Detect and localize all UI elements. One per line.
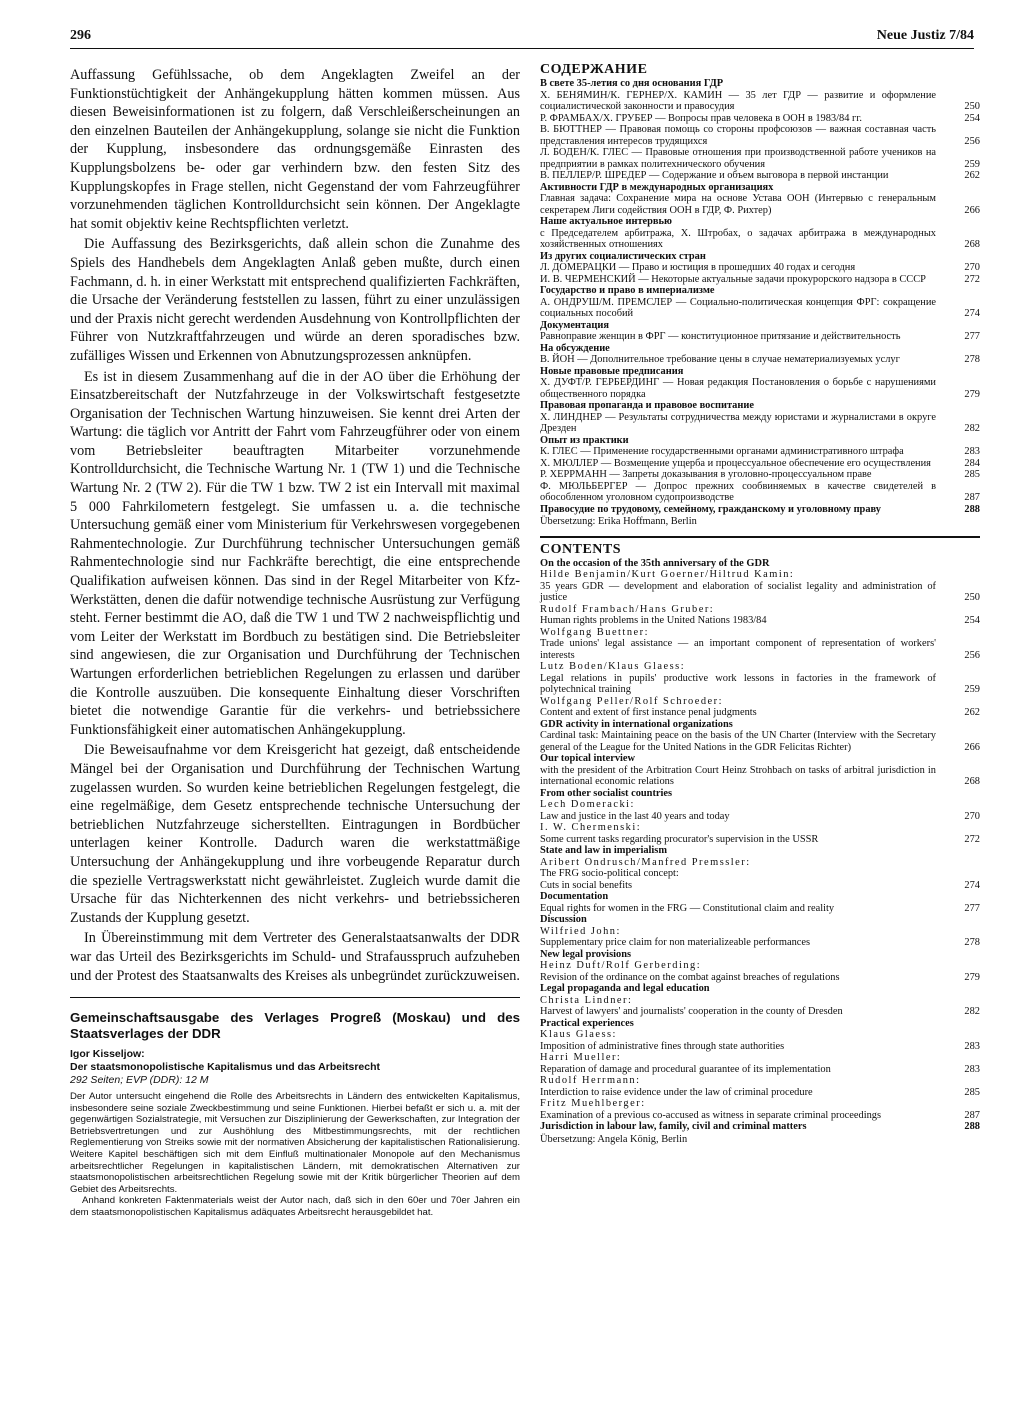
contents-entry [540, 868, 980, 880]
contents-entry [540, 615, 980, 627]
contents-entry [540, 274, 980, 286]
contents-section: В свете 35-летия со дня основания ГДР [540, 78, 724, 89]
contents-section: На обсуждение [540, 342, 610, 354]
entry-page-number: 285 [964, 469, 980, 480]
entry-title: Равноправие женщин в ФРГ — конституционное притязание и действительность [540, 331, 901, 342]
entry-page-number: 283 [964, 446, 980, 457]
contents-section: Documentation [540, 891, 609, 902]
contents-entry [540, 880, 980, 892]
entry-page-number: 262 [964, 707, 980, 718]
entry-title: Л. БОДЕН/К. ГЛЕС — Правовые отношения при производственной работе учеников на предприятии в рамках политехнического обучения [540, 147, 936, 170]
book-author: Igor Kisseljow: [70, 1048, 145, 1061]
entry-title: Х. ДУФТ/Р. ГЕРБЕРДИНГ — Новая редакция Постановления о борьбе с нарушениями общественного порядка [540, 377, 936, 400]
contents-author: Wilfried John: [540, 925, 621, 937]
entry-title: Harvest of lawyers' and journalists' cooperation in the county of Dresden [540, 1006, 843, 1017]
contents-author: Rudolf Herrmann: [540, 1075, 641, 1086]
contents-author: Klaus Glaess: [540, 1029, 617, 1040]
contents-section: From other socialist countries [540, 787, 673, 799]
contents-entry [540, 124, 980, 147]
contents-entry [540, 297, 980, 320]
entry-page-number: 283 [964, 1063, 980, 1075]
contents-en-list [540, 558, 980, 1133]
contents-section: On the occasion of the 35th anniversary of the GDR [540, 557, 770, 569]
entry-title: Legal relations in pupils' productive work lessons in factories in the framework of polytechnical training [540, 672, 936, 695]
contents-entry [540, 707, 980, 719]
entry-page-number: 254 [964, 615, 980, 626]
contents-author: Wolfgang Buettner: [540, 626, 649, 638]
entry-page-number: 279 [964, 971, 980, 983]
entry-page-number: 274 [964, 879, 980, 891]
entry-title: Р. ФРАМБАХ/Х. ГРУБЕР — Вопросы прав человека в ООН в 1983/84 гг. [540, 112, 862, 124]
contents-entry [540, 1006, 980, 1018]
contents-entry [540, 1121, 980, 1133]
contents-section: Документация [540, 319, 609, 331]
contents-entry [540, 331, 980, 343]
entry-page-number: 256 [964, 649, 980, 661]
entry-page-number: 266 [964, 204, 980, 216]
contents-section: Legal propaganda and legal education [540, 983, 710, 994]
contents-section: Из других социалистических стран [540, 250, 706, 262]
entry-title: Supplementary price claim for non materializeable performances [540, 937, 811, 948]
contents-author: Christa Lindner: [540, 994, 633, 1006]
entry-title: Х. БЕНЯМИН/К. ГЕРНЕР/Х. КАМИН — 35 лет ГДР — развитие и оформление социалистической законности и правосудия [540, 89, 936, 112]
book-description: Anhand konkreten Faktenmaterials weist der Autor nach, daß sich in den 60er und 70er Jahren ein dem staatsmonopolistischen Kapitalismus adäquates Arbeitsrecht herausgebildet hat. [70, 1195, 520, 1219]
entry-page-number: 288 [964, 1121, 980, 1132]
contents-section: Опыт из практики [540, 434, 629, 446]
contents-entry [540, 377, 980, 400]
contents-en-translation: Übersetzung: Angela König, Berlin [540, 1133, 688, 1145]
contents-section: Practical experiences [540, 1017, 634, 1029]
entry-page-number: 266 [964, 741, 980, 753]
entry-title: с Председателем арбитража, Х. Штробах, о задачах арбитража в международных хозяйственных отношениях [540, 227, 936, 250]
contents-section: GDR activity in international organizations [540, 718, 733, 730]
entry-title: А. ОНДРУШ/М. ПРЕМСЛЕР — Социально-политическая концепция ФРГ: сокращение социальных пособий [540, 296, 936, 319]
entry-page-number: 288 [964, 503, 980, 515]
entry-page-number: 272 [964, 833, 980, 845]
contents-entry [540, 581, 980, 604]
entry-title: Jurisdiction in labour law, family, civil and criminal matters [540, 1121, 807, 1132]
contents-entry [540, 765, 980, 788]
entry-page-number: 285 [964, 1086, 980, 1098]
contents-entry [540, 469, 980, 481]
entry-title: Imposition of administrative fines through state authorities [540, 1040, 785, 1052]
contents-section: Новые правовые предписания [540, 365, 684, 377]
contents-entry [540, 228, 980, 251]
entry-title: В. БЮТТНЕР — Правовая помощь со стороны профсоюзов — важная составная часть представления интересов трудящихся [540, 124, 936, 147]
contents-author: Wolfgang Peller/Rolf Schroeder: [540, 695, 724, 707]
contents-entry [540, 1064, 980, 1076]
entry-title: Equal rights for women in the FRG — Constitutional claim and reality [540, 902, 835, 914]
entry-page-number: 278 [964, 937, 980, 948]
contents-entry [540, 446, 980, 458]
contents-section: Государство и право в империализме [540, 285, 715, 296]
entry-page-number: 250 [964, 592, 980, 603]
entry-title: The FRG socio-political concept: [540, 868, 679, 879]
left-column [70, 66, 520, 1219]
entry-page-number: 259 [964, 158, 980, 170]
contents-entry [540, 458, 980, 470]
book-meta: 292 Seiten; EVP (DDR): 12 M [70, 1074, 209, 1087]
contents-entry [540, 262, 980, 274]
entry-page-number: 259 [964, 684, 980, 695]
contents-entry [540, 1087, 980, 1099]
contents-author: Lech Domeracki: [540, 799, 635, 810]
entry-title: Revision of the ordinance on the combat against breaches of regulations [540, 971, 840, 983]
entry-title: 35 years GDR — development and elaboration of socialist legality and administration of justice [540, 580, 936, 603]
contents-divider [540, 536, 980, 538]
entry-title: В. ЙОН — Дополнительное требование цены в случае нематериализуемых услуг [540, 354, 900, 365]
contents-entry [540, 937, 980, 949]
contents-entry [540, 1110, 980, 1122]
contents-ru-heading: СОДЕРЖАНИЕ [540, 62, 648, 77]
right-column [540, 62, 980, 1145]
contents-section: Активности ГДР в международных организациях [540, 181, 774, 193]
entry-title: К. ГЛЕС — Применение государственными органами административного штрафа [540, 446, 904, 457]
entry-title: Главная задача: Сохранение мира на основе Устава ООН (Интервью с генеральным секретарем Лиги содействия ООН в ГДР, Ф. Рихтер) [540, 193, 936, 216]
contents-entry [540, 903, 980, 915]
contents-author: Hilde Benjamin/Kurt Goerner/Hiltrud Kamin: [540, 569, 795, 580]
entry-page-number: 268 [964, 239, 980, 250]
entry-title: Some current tasks regarding procurator's supervision in the USSR [540, 833, 819, 845]
entry-page-number: 287 [964, 492, 980, 503]
entry-title: Х. МЮЛЛЕР — Возмещение ущерба и процессуальное обеспечение его осуществления [540, 457, 931, 469]
entry-title: Cuts in social benefits [540, 879, 633, 891]
page-header [70, 28, 974, 50]
contents-section: Правовая пропаганда и правовое воспитание [540, 400, 754, 411]
entry-page-number: 270 [964, 810, 980, 822]
article-text [70, 66, 520, 985]
entry-page-number: 268 [964, 776, 980, 787]
entry-page-number: 283 [964, 1040, 980, 1052]
article-paragraph: Es ist in diesem Zusammenhang auf die in der AO über die Erhöhung der Einsatzbereitschaft der Nutzfahrzeuge in der Volkswirtschaft festgesetzte Organisation der Technischen Wartung hinzuweisen. Sie kennt drei Arten der Wartung: die täglich vor Antritt der Fahrt vom Fahrzeugführer oder von einem vom Betriebsleiter beauftragten Mitarbeiter vorzunehmende Kontrolldurchsicht, die Technische Wartung Nr. 1 (TW 1) und die Technische Wartung Nr. 2 (TW 2). Für die TW 1 bzw. TW 2 ist ein Intervall mit maximal 5 000 Fahrkilometern festgelegt. Sie umfassen u. a. die technische Untersuchung gemäß einer vom Ministerium für Verkehrswesen vorgegebenen Rahmentechnologie. Zur Durchführung technischer Untersuchungen gemäß Rahmentechnologie sind nur Fachkräfte berechtigt, die eine entsprechende Qualifikation aufweisen können. Das sind in der Regel Mitarbeiter von Kfz-Werkstätten, denen die dafür notwendige technische Ausrüstung zur Verfügung steht. Ferner bestimmt die AO, daß die TW 1 und TW 2 nachweispflichtig und vom Leiter der Werkstatt im Bordbuch zu bestätigen sind. Die Betriebsleiter sind angewiesen, die zur Organisation und Durchführung der Technischen Wartungen erforderlichen betrieblichen Regelungen zu erlassen und darüber die Kontrolle auszuüben. Die konsequente Einhaltung dieser Vorschriften bietet die notwendige Garantie für die verkehrs- und betriebssichere Funktionsfähigkeit einer automatischen Anhängekupplung. [70, 368, 520, 738]
contents-entry [540, 113, 980, 125]
entry-page-number: 279 [964, 388, 980, 400]
contents-author: Rudolf Frambach/Hans Gruber: [540, 603, 715, 615]
entry-page-number: 278 [964, 354, 980, 365]
entry-title: Law and justice in the last 40 years and today [540, 810, 730, 822]
contents-entry [540, 972, 980, 984]
contents-author: Harri Mueller: [540, 1052, 622, 1063]
article-paragraph: In Übereinstimmung mit dem Vertreter des Generalstaatsanwalts der DDR war das Urteil des Bezirksgerichts im Schuld- und Strafausspruch aufzuheben und der Protest des Staatsanwalts des Kreises als unbegründet zurückzuweisen. [70, 930, 520, 984]
entry-title: Examination of a previous co-accused as witness in separate criminal proceedings [540, 1109, 882, 1121]
entry-page-number: 277 [964, 331, 980, 342]
contents-section: Our topical interview [540, 753, 636, 764]
contents-author: Fritz Muehlberger: [540, 1098, 646, 1109]
contents-entry [540, 834, 980, 846]
entry-page-number: 254 [964, 112, 980, 124]
header-rule [70, 48, 974, 49]
contents-entry [540, 811, 980, 823]
entry-title: Р. ХЕРРМАНН — Запреты доказывания в уголовно-процессуальном праве [540, 469, 872, 480]
book-description: Der Autor untersucht eingehend die Rolle des Arbeitsrechts in Ländern des entwickelten Kapitalismus, insbesondere seine soziale Zweckbestimmung und seine Funktionen. Hierbei befaßt er sich u. a. mit der gegenwärtigen Sozialstrategie, mit Versuchen zur Disziplinierung der Gewerkschaften, zur Integration der Betriebsvertretungen und zur Aushöhlung des Mitbestimmungsrechts, mit der rechtlichen Reglementierung von Streiks sowie mit der normativen Absicherung der kapitalistischen Rationalisierung. Weitere Kapitel beschäftigen sich mit dem Einfluß multinationaler Monopole auf den Mechanismus arbeitsrechtlicher Regelungen in kapitalistischen Ländern, mit demokratischen Alternativen zur staatsmonopolistischen arbeitsrechtlichen Regelung sowie mit der Kritik bürgerlicher Theorien auf dem Gebiet des Arbeitsrechts. [70, 1091, 520, 1195]
contents-entry [540, 481, 980, 504]
entry-title: Human rights problems in the United Nations 1983/84 [540, 615, 767, 626]
entry-page-number: 272 [964, 273, 980, 285]
contents-section: New legal provisions [540, 948, 632, 960]
entry-page-number: 270 [964, 262, 980, 273]
entry-page-number: 284 [964, 457, 980, 469]
article-paragraph: Die Beweisaufnahme vor dem Kreisgericht hat gezeigt, daß entscheidende Mängel bei der Organisation und Durchführung der Technischen Wartung zugelassen wurden. So wurden keine betrieblichen Regelungen festgelegt, die eine regelmäßige, dem Gesetz entsprechende technische Untersuchung der betrieblichen Nutzfahrzeuge sicherstellten. Eintragungen in Bordbücher unterlagen keiner Kontrolle. Dadurch waren die werkstattmäßige Untersuchung der Anhängekupplung und ihre vorbeugende Reparatur durch die spezielle Vertragswerkstatt nicht gewährleistet. Zugleich wurde damit die Ursache für das Nichterkennen des nicht verkehrs- und betriebssicheren Zustands der Kupplung gesetzt. [70, 742, 520, 926]
entry-title: Interdiction to raise evidence under the law of criminal procedure [540, 1086, 813, 1098]
contents-ru-translation: Übersetzung: Erika Hoffmann, Berlin [540, 516, 697, 527]
contents-entry [540, 638, 980, 661]
entry-page-number: 262 [964, 170, 980, 181]
entry-title: И. В. ЧЕРМЕНСКИЙ — Некоторые актуальные задачи прокурорского надзора в СССР [540, 273, 926, 285]
contents-entry [540, 170, 980, 182]
contents-section: State and law in imperialism [540, 845, 668, 856]
article-paragraph: Die Auffassung des Bezirksgerichts, daß allein schon die Zunahme des Spiels des Handhebels dem Angeklagten Anlaß geben mußte, durch einen Fachmann, d. h. in einer Werkstatt mit entsprechend qualifizierten Fachkräften, die Ursache der Veränderung feststellen zu lassen, führt zu einer unzulässigen und der Praxis nicht gerecht werdenden Ausdehnung von Kontrollpflichten der Führer von Nutzkraftfahrzeugen und würde an deren sporadisches bzw. zufälliges Wissen und Erkennen von Abnutzungsprozessen anknüpfen. [70, 236, 520, 364]
contents-entry [540, 504, 980, 516]
entry-page-number: 250 [964, 101, 980, 112]
article-paragraph: Auffassung Gefühlssache, ob dem Angeklagten Zweifel an der Funktionstüchtigkeit der Anhängekupplung hätten kommen müssen. Aus diesen Beweisinformationen ist zu folgern, daß Verschleißerscheinungen an den einzelnen Bauteilen der Anhängekupplung, solange sie nicht die Funktion der Kupplung, insbesondere das ordnungsgemäße Einrasten des Kupplungsbolzens be- oder gar verhindern bzw. den festen Sitz des Kupplungskopfes in Frage stellen, nicht Gegenstand der vom Fahrzeugführer vorzunehmenden täglichen Kontrolldurchsicht sein können. Der Angeklagte hat somit objektiv keine Rechtspflichten verletzt. [70, 67, 520, 232]
contents-section: Discussion [540, 914, 587, 925]
journal-title: Neue Justiz 7/84 [876, 28, 974, 43]
entry-page-number: 277 [964, 902, 980, 914]
contents-en-heading: CONTENTS [540, 541, 622, 557]
entry-title: Ф. МЮЛЬБЕРГЕР — Допрос прежних сообвиняемых в качестве свидетелей в обособленном уголовном судопроизводстве [540, 480, 936, 503]
entry-title: Cardinal task: Maintaining peace on the basis of the UN Charter (Interview with the Secretary general of the League for the United Nations in the GDR Felicitas Richter) [540, 730, 936, 753]
contents-entry [540, 412, 980, 435]
page-number: 296 [70, 28, 91, 43]
contents-author: Aribert Ondrusch/Manfred Premssler: [540, 856, 751, 868]
contents-entry [540, 673, 980, 696]
entry-page-number: 274 [964, 308, 980, 319]
contents-author: I. W. Chermenski: [540, 822, 642, 833]
entry-page-number: 287 [964, 1109, 980, 1121]
entry-title: Л. ДОМЕРАЦКИ — Право и юстиция в прошедших 40 годах и сегодня [540, 262, 856, 273]
contents-section: Наше актуальное интервью [540, 216, 672, 227]
contents-author: Heinz Duft/Rolf Gerberding: [540, 960, 702, 971]
article-divider [70, 997, 520, 998]
book-title: Der staatsmonopolistische Kapitalismus und das Arbeitsrecht [70, 1061, 381, 1074]
contents-entry [540, 90, 980, 113]
contents-entry [540, 354, 980, 366]
contents-entry [540, 730, 980, 753]
entry-title: with the president of the Arbitration Court Heinz Strohbach on tasks of arbitral jurisdiction in international economic relations [540, 764, 936, 787]
entry-title: Reparation of damage and procedural guarantee of its implementation [540, 1063, 831, 1075]
entry-title: Content and extent of first instance penal judgments [540, 707, 757, 718]
book-publisher-title: Gemeinschaftsausgabe des Verlages Progreß (Moskau) und des Staatsverlages der DDR [70, 1010, 520, 1041]
contents-entry [540, 1041, 980, 1053]
entry-title: Trade unions' legal assistance — an important component of representation of workers' interests [540, 638, 936, 661]
contents-ru-list [540, 78, 980, 515]
book-announcement [70, 1010, 520, 1219]
entry-page-number: 256 [964, 135, 980, 147]
entry-page-number: 282 [964, 423, 980, 434]
entry-title: В. ПЕЛЛЕР/Р. ШРЕДЕР — Содержание и объем выговора в первой инстанции [540, 170, 889, 181]
entry-page-number: 282 [964, 1006, 980, 1017]
entry-title: Х. ЛИНДНЕР — Результаты сотрудничества между юристами и журналистами в округе Дрезден [540, 411, 936, 434]
contents-author: Lutz Boden/Klaus Glaess: [540, 661, 686, 672]
entry-title: Правосудие по трудовому, семейному, гражданскому и уголовному праву [540, 503, 881, 515]
contents-entry [540, 147, 980, 170]
contents-entry [540, 193, 980, 216]
